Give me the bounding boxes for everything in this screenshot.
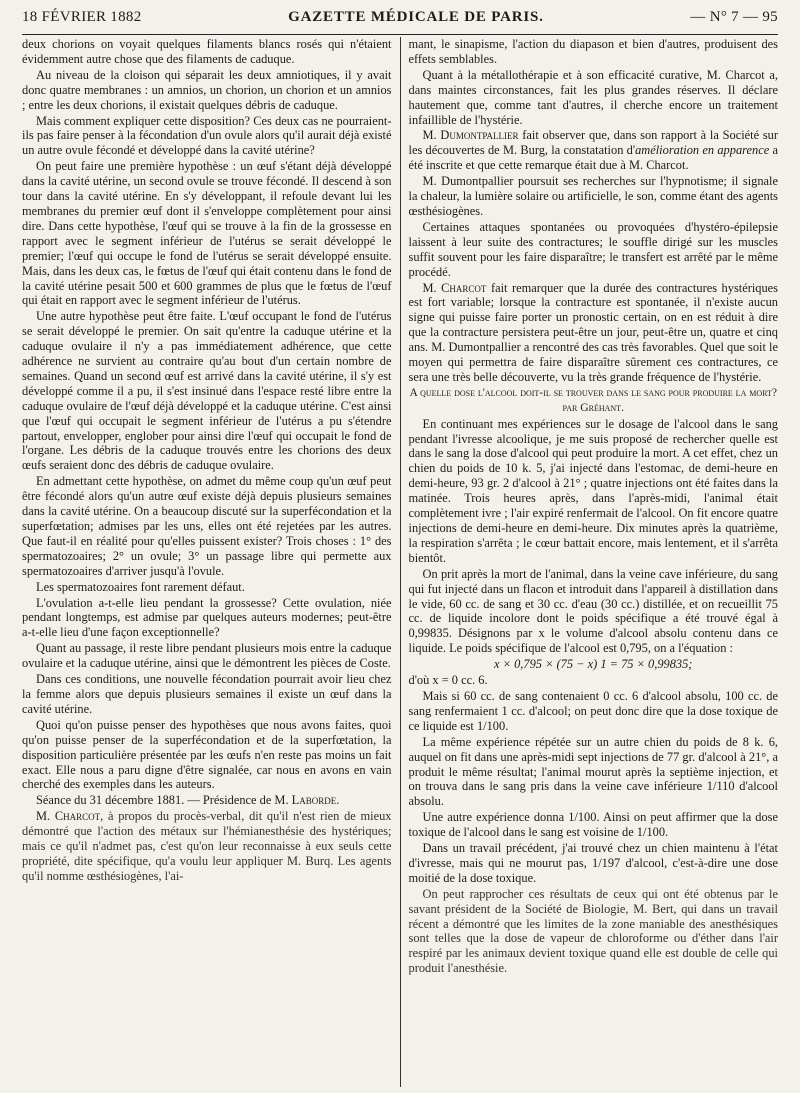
author-name: Gréhant — [580, 400, 622, 414]
page-header — [22, 0, 778, 35]
paragraph — [409, 128, 779, 173]
speaker-name: Dumontpallier — [440, 128, 519, 143]
session-heading — [22, 793, 392, 808]
italic-phrase: amélioration en apparence — [635, 143, 770, 158]
article-title-end: . — [621, 400, 624, 414]
paragraph — [409, 281, 779, 385]
session-heading-end: . — [336, 793, 340, 808]
paragraph: On peut rapprocher ces résultats de ceux qui ont été obtenus par le savant président de la Société de Biologie, M. Bert, qui dans un travail récent a démontré que les limites de la zone maniable des anesthésiques sont telles que la dose de vapeur de chloroforme ou d'éther dans l'air respiré par les animaux devient toxique quand elle est double de celle qui produit l'anesthésie. — [408, 886, 778, 976]
paragraph: deux chorions on voyait quelques filaments blancs rosés qui n'étaient évidemment autre chose que des filaments de caduque. — [22, 37, 392, 66]
text-run: fait remarquer que la durée des contractures hystériques est fort variable; lorsque la contracture est spontanée, il n'existe aucun signe qui puisse faire porter un pronostic certain, on en est réduit à dire que la contracture persistera peut-être un jour, peut-être un, quatre et cinq ans. M. Dumontpallier a rencontré des cas très favorables. Quel que soit le moyen qui permettra de faire disparaître sûrement ces contractures, ce sera une très belle découverte, vu la très grande fréquence de l'hystérie. — [408, 280, 778, 384]
header-date: 18 FÉVRIER 1882 — [22, 8, 142, 25]
equation: x × 0,795 × (75 − x) 1 = 75 × 0,99835; — [494, 657, 693, 672]
article-title-text: A quelle dose l'alcool doit-il se trouver dans le sang pour produire la mort? par — [409, 385, 778, 414]
paragraph: Certaines attaques spontanées ou provoquées d'hystéro-épilepsie laissent à leur suite des contractures; le souffle dirigé sur les muscles suffit souvent pour les faire disparaître; le transfert est arrêté par le même procédé. — [408, 219, 778, 279]
paragraph: Au niveau de la cloison qui séparait les deux amniotiques, il y avait donc quatre membranes : un amnios, un chorion, un chorion et un amnios ; entre les deux chorions, il existait quelques débris de caduque. — [22, 67, 392, 112]
text-run: M. — [422, 280, 442, 295]
journal-title: GAZETTE MÉDICALE DE PARIS. — [288, 8, 544, 25]
paragraph: Dans un travail précédent, j'ai trouvé chez un chien maintenu à l'état d'ivresse, mais qui ne mourut pas, 1/197 d'alcool, c'est-à-dire une dose moitié de la dose toxique. — [408, 841, 778, 885]
text-run: a été inscrite et que cette remarque était due à M. Charcot. — [408, 143, 778, 173]
session-heading-text: Séance du 31 décembre 1881. — Présidence de M. — [36, 793, 292, 808]
issue-page-number: — N° 7 — 95 — [690, 8, 778, 25]
paragraph: Une autre expérience donna 1/100. Ainsi on peut affirmer que la dose toxique de l'alcool dans le sang est voisine de 1/100. — [408, 810, 778, 840]
left-column — [22, 37, 401, 1087]
paragraph: La même expérience répétée sur un autre chien du poids de 8 k. 6, auquel on fit dans une après-midi sept injections de 77 gr. d'alcool à 21°, a produit le même résultat; l'animal mourut après la septième injection, et on trouva dans le sang pris dans la veine cave inférieure 1/110 d'alcool absolu. — [408, 734, 778, 809]
text-run: M. — [422, 128, 441, 143]
paragraph: Mais comment expliquer cette disposition? Ces deux cas ne pourraient-ils pas faire penser à la fécondation d'un ovule alors qu'il aurait déjà existé un autre ovule fécondé et développé dans la cavité utérine? — [22, 113, 392, 158]
paragraph: Quant au passage, il reste libre pendant plusieurs mois entre la caduque ovulaire et la caduque utérine, ainsi que le démontrent les pièces de Coste. — [22, 641, 392, 671]
paragraph: d'où x = 0 cc. 6. — [408, 673, 488, 688]
paragraph: Quoi qu'on puisse penser des hypothèses que nous avons faites, quoi qu'on puisse penser de la superfécondation et de la superfœtation, la disposition particulière présentée par les œufs n'en reste pas moins un fait exact. Elle nous a paru digne d'être signalée, car nous en avons en vain cherché des exemples dans les auteurs. — [22, 717, 392, 792]
right-column — [401, 37, 779, 1087]
text-run: M. — [36, 809, 55, 824]
paragraph: mant, le sinapisme, l'action du diapason et bien d'autres, produisent des effets semblables. — [408, 37, 778, 66]
paragraph: L'ovulation a-t-elle lieu pendant la grossesse? Cette ovulation, niée pendant longtemps, est admise par quelques auteurs modernes; peut-être a-t-elle lieu d'une façon exceptionnelle? — [22, 595, 392, 640]
paragraph: Dans ces conditions, une nouvelle fécondation pourrait avoir lieu chez la femme alors que depuis plusieurs semaines il existe un œuf dans la cavité utérine. — [22, 672, 392, 716]
paragraph: En admettant cette hypothèse, on admet du même coup qu'un œuf peut être fécondé alors qu'un autre œuf existe déjà depuis plusieurs semaines dans la cavité utérine. On a beaucoup discuté sur la superfécondation et la superfœtation; admises par les uns, elles ont été rejetées par les autres. Que faut-il en réalité pour qu'elles puissent exister? Trois choses : 1° des spermatozoaires; 2° un ovule; 3° un passage libre qui permette aux spermatozoaires d'arriver jusqu'à l'ovule. — [22, 474, 392, 578]
two-column-body — [22, 37, 778, 1087]
paragraph: Mais si 60 cc. de sang contenaient 0 cc. 6 d'alcool absolu, 100 cc. de sang renfermaient 1 cc. d'alcool; on peut donc dire que la dose toxique de ce liquide est 1/100. — [408, 688, 778, 733]
article-title — [409, 386, 779, 416]
president-name: Laborde — [291, 793, 337, 808]
paragraph: En continuant mes expériences sur le dosage de l'alcool dans le sang pendant l'ivresse alcoolique, je me suis proposé de rechercher quelle est dans le sang la dose d'alcool qui peut produire la mort. A cet effet, chez un chien du poids de 10 k. 5, j'ai injecté dans l'estomac, de demi-heure en demi-heure, 93 gr. 2 d'alcool à 21° ; quatre injections ont été faites dans la matinée. Trois heures après, dans l'après-midi, l'animal était complètement ivre ; l'air expiré renfermait de l'alcool. On fit encore quatre injections de demi-heure en demi-heure. Dix minutes après la quatrième, la respiration s'arrêta ; le cœur battait encore, mais lentement, et il s'arrêta bientôt. — [408, 416, 778, 565]
text-run: fait observer que, dans son rapport à la Société sur les découvertes de M. Burg, la constatation d' — [408, 128, 778, 158]
paragraph: On prit après la mort de l'animal, dans la veine cave inférieure, du sang qui fut injecté dans un flacon et introduit dans l'appareil à distillation dans le vide, 60 cc. de sang et 30 cc. d'eau (30 cc.) distillée, et on recueillit 75 cc. de liquide incolore dont le poids spécifique a été trouvé égal à 0,99835. Désignons par x le volume d'alcool absolu contenu dans ce liquide. Le poids spécifique de l'alcool est 0,795, on a l'équation : — [408, 566, 778, 656]
speaker-name: Charcot — [54, 809, 101, 824]
paragraph: On peut faire une première hypothèse : un œuf s'étant déjà développé dans la cavité utérine, un second ovule se trouve fécondé. Il descend à son tour dans la cavité utérine. En s'y développant, il refoule devant lui les membranes du premier œuf dont il s'enveloppe complètement pour ainsi dire. Dans cette hypothèse, l'œuf qui se trouve à la fin de la grossesse en rapport avec le segment inférieur de l'utérus se serait développé le premier; l'œuf qui occupe le fond de l'utérus se serait développé ensuite. Mais, dans les deux cas, le fœtus de l'œuf qui était contenu dans le fond de la cavité utérine pesait 500 et 600 grammes de plus que le fœtus de l'œuf qui était en rapport avec le segment inférieur de l'utérus. — [22, 159, 392, 308]
paragraph — [22, 809, 392, 884]
text-run: , à propos du procès-verbal, dit qu'il n'est rien de mieux démontré que l'action des métaux sur l'hémianesthésie des hystériques; mais ce qu'il n'admet pas, c'est qu'on leur reconnaisse à eux seuls cette propriété, dite spécifique, qu'a voulu leur appliquer M. Burq. Les agents qu'il nomme œsthésiogènes, l'ai- — [22, 809, 392, 883]
paragraph: Les spermatozoaires font rarement défaut. — [36, 579, 245, 594]
speaker-name: Charcot — [441, 280, 487, 295]
paragraph: Quant à la métallothérapie et à son efficacité curative, M. Charcot a, dans maintes circonstances, fait les plus grandes réserves. Il déclare hautement que, comme tant d'autres, il cherche encore un traitement infaillible de l'hystérie. — [408, 67, 778, 127]
paragraph: M. Dumontpallier poursuit ses recherches sur l'hypnotisme; il signale la chaleur, la lumière solaire ou artificielle, le son, comme étant des agents œsthésiogènes. — [408, 174, 778, 218]
paragraph: Une autre hypothèse peut être faite. L'œuf occupant le fond de l'utérus se serait développé le premier. On sait qu'entre la caduque utérine et la caduque ovulaire il n'y a pas immédiatement adhérence, que cette adhérence ne survient au contraire qu'au bout d'un certain nombre de semaines. Quand un second œuf est arrivé dans la cavité utérine, il s'y est développé comme il a pu, il s'est insinué dans l'espace resté libre entre la caduque ovulaire de l'œuf déjà développé et la caduque utérine. C'est ainsi que l'œuf qui occupait le segment inférieur de l'utérus a pu s'étendre partout, envelopper, englober pour ainsi dire l'œuf qui occupait le fond de l'organe. Les débris de la caduque trouvés entre les chorions des deux œufs seraient donc des débris de caduque ovulaire. — [22, 309, 392, 473]
